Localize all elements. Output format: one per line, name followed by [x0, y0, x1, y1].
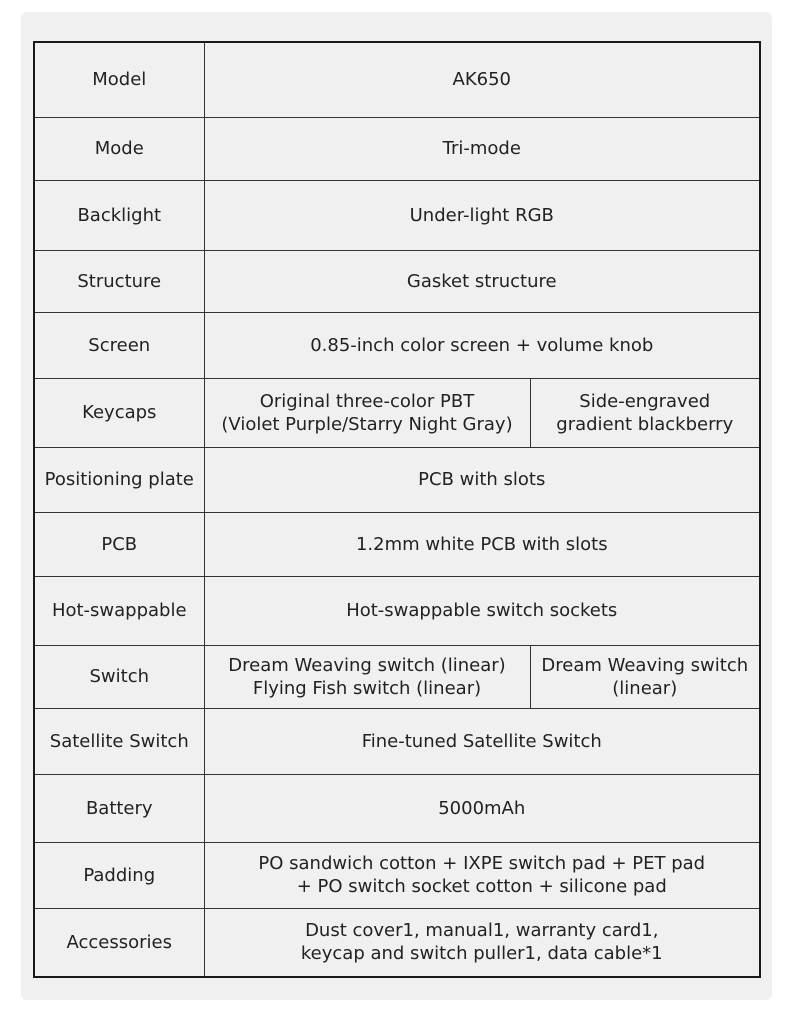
spec-table — [33, 41, 761, 978]
row-value-right — [530, 378, 760, 447]
table-row — [34, 117, 760, 180]
value-line: Dream Weaving switch — [541, 654, 749, 676]
row-label: Padding — [34, 842, 204, 908]
value-line: + PO switch socket cotton + silicone pad — [296, 876, 667, 897]
row-label: Positioning plate — [34, 447, 204, 512]
row-value: Fine-tuned Satellite Switch — [204, 708, 760, 774]
row-value — [204, 908, 760, 977]
table-row — [34, 312, 760, 378]
row-value: AK650 — [204, 42, 760, 117]
value-line: Side-engraved — [579, 390, 711, 412]
value-line: Original three-color PBT — [259, 390, 475, 412]
value-line: gradient blackberry — [556, 413, 734, 435]
row-label: Keycaps — [34, 378, 204, 447]
table-row — [34, 774, 760, 842]
value-line: Flying Fish switch (linear) — [252, 677, 482, 699]
table-row — [34, 42, 760, 117]
row-label: Screen — [34, 312, 204, 378]
value-line: keycap and switch puller1, data cable*1 — [300, 943, 663, 965]
row-value-left — [204, 645, 530, 708]
table-row — [34, 378, 760, 447]
row-label: Accessories — [34, 908, 204, 977]
row-label: PCB — [34, 512, 204, 576]
row-value: Hot-swappable switch sockets — [204, 576, 760, 645]
value-line: (linear) — [612, 677, 678, 699]
table-row — [34, 842, 760, 908]
row-value: PCB with slots — [204, 447, 760, 512]
row-value: 1.2mm white PCB with slots — [204, 512, 760, 576]
table-row — [34, 708, 760, 774]
row-label: Hot-swappable — [34, 576, 204, 645]
value-line: (Violet Purple/Starry Night Gray) — [221, 413, 513, 435]
row-value: 5000mAh — [204, 774, 760, 842]
table-row — [34, 512, 760, 576]
row-value: 0.85-inch color screen + volume knob — [204, 312, 760, 378]
row-label: Backlight — [34, 180, 204, 250]
row-label: Model — [34, 42, 204, 117]
row-value: Gasket structure — [204, 250, 760, 312]
value-line: Dust cover1, manual1, warranty card1, — [305, 920, 659, 942]
row-value: Tri-mode — [204, 117, 760, 180]
row-value-left — [204, 378, 530, 447]
value-line: PO sandwich cotton + IXPE switch pad + PET pad — [258, 853, 706, 874]
table-row — [34, 447, 760, 512]
row-value — [204, 842, 760, 908]
table-row — [34, 576, 760, 645]
table-row — [34, 645, 760, 708]
row-value: Under-light RGB — [204, 180, 760, 250]
row-label: Mode — [34, 117, 204, 180]
row-label: Battery — [34, 774, 204, 842]
table-row — [34, 250, 760, 312]
table-row — [34, 180, 760, 250]
row-value-right — [530, 645, 760, 708]
row-label: Satellite Switch — [34, 708, 204, 774]
row-label: Switch — [34, 645, 204, 708]
row-label: Structure — [34, 250, 204, 312]
value-line: Dream Weaving switch (linear) — [228, 654, 506, 676]
table-row — [34, 908, 760, 977]
